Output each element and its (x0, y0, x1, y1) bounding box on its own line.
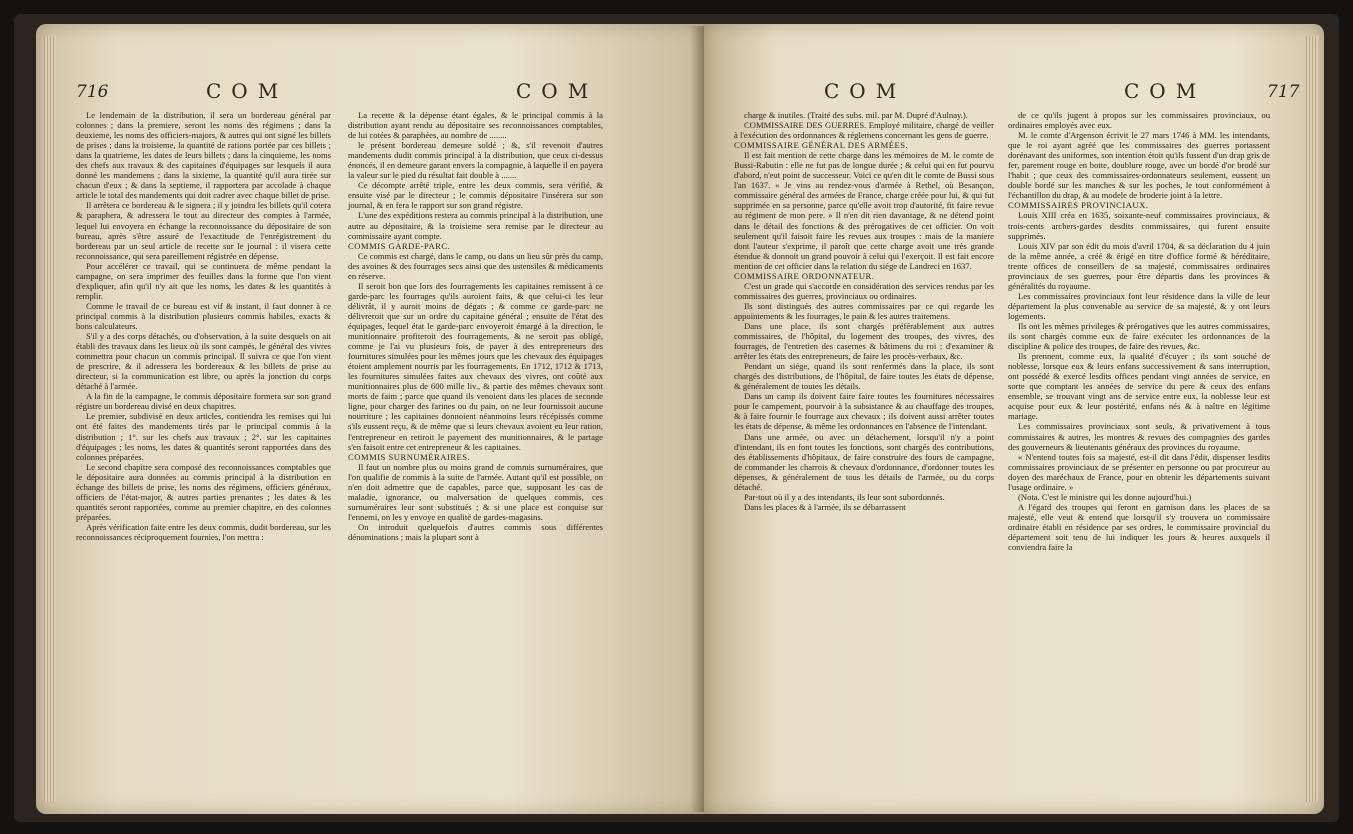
paragraph: Dans une armée, ou avec un détachement, lorsqu'il n'y a point d'intendant, ils en font toutes les fonctions, sont chargés des contributions, des établissements d'hôpitaux, de faire construire des fours de campagne, de commander les charrois & chevaux d'ordonnance, d'ordonner toutes les dépenses, & généralement de tous les détails de l'armée, ou du corps détaché. (734, 431, 994, 492)
paragraph: COMMISSAIRE GÉNÉRAL DES ARMÉES. (734, 140, 909, 151)
text-column (76, 110, 331, 542)
running-header: COM (206, 79, 289, 103)
paragraph: Le second chapitre sera composé des reconnoissances comptables que le dépositaire aura données au commis principal à la distribution en échange des billets de prise, les noms des régimens, officiers généraux, officiers de l'état-major, & autres parties prenantes ; les dates & les quantités seront rapportées, comme au premier chapitre, en des colonnes préparées. (76, 461, 331, 522)
paragraph: C'est un grade qui s'accorde en considération des services rendus par les commissaires des guerres, provinciaux ou ordinaires. (734, 280, 994, 301)
right-page (704, 24, 1324, 814)
text-column (348, 110, 603, 542)
paragraph: A l'égard des troupes qui feront en garnison dans les places de sa majesté, elle veut & entend que lorsqu'il s'y trouvera un commissaire ordinaire établi en résidence par ses ordres, le commissaire provincial du département soit tenu de lui indiquer les jours & heures auxquels il conviendra faire la (1008, 501, 1270, 553)
paragraph: S'il y a des corps détachés, ou d'observation, à la suite desquels on ait établi des travaux dans les lieux où ils sont campés, le général des vivres commettra pour chacun un commis principal. Il suivra ce que l'on vient de prescrire, & il adressera les bordereaux & les billets de prise au directeur, si la communication est libre, ou après la jonction du corps détaché à l'armée. (76, 331, 331, 392)
paragraph: Dans un camp ils doivent faire faire toutes les fournitures nécessaires pour le campement, pourvoir à la subsistance & au chauffage des troupes, & à faire fournir le fourrage aux chevaux ; ils doivent aussi arrêter toutes les états de dépense, & même les ordonnances en l'absence de l'intendant. (734, 391, 994, 432)
paragraph: COMMIS SURNUMÉRAIRES. (348, 451, 471, 462)
paragraph: Ce décompte arrêté triple, entre les deux commis, sera vérifié, & ensuite visé par le directeur ; le commis dépositaire l'insérera sur son journal, & en fera le rapport sur son grand régistre. (348, 180, 603, 211)
paragraph: COMMISSAIRE ORDONNATEUR. (734, 270, 875, 281)
paragraph: On introduit quelquefois d'autres commis sous différentes dénominations ; mais la plupart sont à (348, 521, 603, 542)
paragraph: Ils prennent, comme eux, la qualité d'écuyer ; ils sont souché de noblesse, lorsque eux & leurs enfans successivement & sans interruption, ont possédé & exercé lesdits offices pendant vingt années de service, en sorte que comptant les années de service du pere & ceux des enfans ensemble, se trouvant vingt ans de service entre eux, la noblesse leur est acquise pour eux & leur postérité, enfans nés & à naître en légitime mariage. (1008, 351, 1270, 422)
paragraph: « N'entend toutes fois sa majesté, est-il dit dans l'édit, dispenser lesdits commissaires provinciaux de se présenter en personne ou par procureur au doyen des maréchaux de France, pour en obtenir les départements suivant l'usage ordinaire. » (1008, 451, 1270, 492)
paragraph: Dans les places & à l'armée, ils se débarrassent (744, 501, 906, 512)
running-header: COM (516, 79, 599, 103)
running-header: COM (824, 79, 907, 103)
paragraph: Ils ont les mêmes privileges & prérogatives que les autres commissaires, ils sont chargés comme eux de faire exécuter les ordonnances de la discipline & police des troupes, de faire des revues, &c. (1008, 320, 1270, 352)
paragraph: (Nota. C'est le ministre qui les donne aujourd'hui.) (1018, 491, 1192, 502)
paragraph: COMMISSAIRES PROVINCIAUX. (1008, 200, 1149, 211)
paragraph: A la fin de la campagne, le commis dépositaire formera sur son grand régistre un bordereau divisé en deux chapitres. (76, 391, 331, 412)
running-header: COM (1124, 79, 1207, 103)
paragraph: L'une des expéditions restera au commis principal à la distribution, une autre au dépositaire, & la troisieme sera remise par le directeur au commissaire ayant compte. (348, 210, 603, 241)
paragraph: Louis XIII créa en 1635, soixante-neuf commissaires provinciaux, & trois-cents archers-gardes desdits commissaires, qui furent ensuite supprimés. (1008, 210, 1270, 241)
paragraph: Louis XIV par son édit du mois d'avril 1704, & sa déclaration du 4 juin de la même année, a créé & érigé en titre d'office formé & héréditaire, trente offices de conseillers de sa majesté, commissaires ordinaires provinciaux de ses guerres, pour être départis dans les provinces & généralités du royaume. (1008, 240, 1270, 291)
left-page (36, 24, 709, 814)
paragraph: Dans une place, ils sont chargés préférablement aux autres commissaires, de l'hôpital, du logement des troupes, des vivres, des fourrages, de l'entretien des casernes & bâtimens du roi ; d'examiner & arrêter les états des entrepreneurs, de faire les procès-verbaux, &c. (734, 320, 994, 362)
paragraph: Le lendemain de la distribution, il sera un bordereau général par colonnes ; dans la premiere, seront les noms des régimens ; dans la deuxieme, les noms des officiers-majors, & autres qui ont signé les billets de prises ; dans la troisieme, la quantité de rations portée par ces billets ; dans la quatrieme, les dates de leurs billets ; dans la cinquieme, les noms des chefs aux travaux & des capitaines d'équipages sur lesquels il aura donné les mandemens ; dans la sixieme, la quantité qu'il aura tirée sur chacun d'eux ; & dans la septieme, il rapportera par accolade à chaque article le total des mandements qui doit cadrer avec chaque billet de prise. (76, 110, 331, 201)
paragraph: Pendant un siége, quand ils sont renfermés dans la place, ils sont chargés des distributions, de l'hôpital, de faire toutes les états de dépense, & généralement de toutes les détails. (734, 361, 994, 392)
page-number: 717 (1267, 82, 1300, 102)
paragraph: Pour accélérer ce travail, qui se continuera de même pendant la campagne, on sera imprimer des feuilles dans la forme que l'on vient d'expliquer, afin qu'il n'y ait que les noms, les dates & les quantités à remplir. (76, 260, 331, 301)
paragraph: Il est fait mention de cette charge dans les mémoires de M. le comte de Bussi-Rabutin : elle ne fut pas de longue durée ; & celui qui en fut pourvu d'abord, n'eut point de successeur. Voici ce qu'en dit le comte de Bussi sous l'an 1637. « Je vins au rendez-vous d'armée à Rethel, où Besançon, commissaire général des armées de France, charge créée pour lui, & qui fut supprimée en sa personne, parce qu'elle avoit trop d'autorité, fit faire revue au régiment de mon pere. » Il n'en dit rien davantage, & ne détend point dans le détail des fonctions & des prérogatives de cet officier. On voit seulement qu'il faisoit faire les revues aux troupes : mais de la maniere dont l'auteur s'exprime, il paroît que cette charge avoit une très grande étendue & donnoit un grand pouvoir à celui qui l'exerçoit. Il est fait encore mention de cet officier dans la relation du siége de Landreci en 1637. (734, 150, 994, 271)
paragraph: de ce qu'ils jugent à propos sur les commissaires provinciaux, ou ordinaires employés avec eux. (1008, 110, 1270, 131)
page-edge (1306, 36, 1318, 802)
paragraph: le présent bordereau demeure soldé ; &, s'il revenoit d'autres mandements dudit commis principal à la distribution, que ceux ci-dessus énoncés, il en demeure garant envers la compagnie, à laquelle il en payera la valeur sur le pied du résultat fait double à ....... (348, 140, 603, 181)
paragraph: Il seroit bon que lors des fourragements les capitaines remissent à ce garde-parc les fourrages qu'ils auroient faits, & que celui-ci les leur délivrât, il y auroit moins de dégats ; & comme ce garde-parc ne délivreroit que sur un ordre du capitaine général ; ensuite de l'état des équipages, lequel état le garde-parc envoyeroit émargé à la direction, le munitionnaire profiteroit des fourragements, & ne seroit pas obligé, comme je l'ai vu plusieurs fois, de payer à des entrepreneurs des fournitures simulées pour les mêmes jours que les chevaux des équipages étoient amplement nourris par les fourragements. En 1712, 1712 & 1713, les fournitures simulées faites aux chevaux des vivres, ont coûté aux munitionnaires plus de 600 mille liv., & partie des mêmes chevaux sont morts de faim ; parce que quand ils venoient dans les places de seconde ligne, pour charger des farines ou du pain, on ne leur fournissoit aucune nourriture ; les capitaines donnoient néanmoins leurs récépissés comme s'ils eussent reçu, & de même que si leurs chevaux avoient eu leur ration, l'entrepreneur en retiroit le payement des munitionnaires, & le partage s'en faisoit entre cet entrepreneur & les capitaines. (348, 280, 603, 452)
paragraph: M. le comte d'Argenson écrivit le 27 mars 1746 à MM. les intendants, que le roi ayant agréé que les commissaires des guerres portassent dorénavant des uniformes, son intention étoit qu'ils fussent d'un drap gris de fer, parement rouge en botte, doublure rouge, avec un bordé d'or brodé sur l'habit ; que ceux des commissaires-ordonnateurs seulement, eussent un double bordé sur les manches & sur les poches, le tout conformément à l'échantillon du drap, & au modele de broderie joint à la lettre. (1008, 130, 1270, 201)
paragraph: Par-tout où il y a des intendants, ils leur sont subordonnés. (744, 491, 945, 502)
paragraph: Le premier, subdivisé en deux articles, contiendra les remises qui lui ont été faites des mandements tirés par le principal commis à la distribution ; 1°. sur les chefs aux travaux ; 2°. sur les capitaines d'équipages ; les noms, les dates & quantités seront rapportées dans des colonnes préparées. (76, 411, 331, 462)
paragraph: Comme le travail de ce bureau est vif & instant, il faut donner à ce principal commis à la distribution plusieurs commis habiles, exacts & bons calculateurs. (76, 300, 331, 331)
paragraph: La recette & la dépense étant égales, & le principal commis à la distribution ayant rendu au dépositaire ses reconnoissances comptables, de lui cotées & paraphées, au nombre de ........ (348, 110, 603, 141)
book-spread (14, 14, 1339, 822)
page-edge (44, 36, 56, 802)
paragraph: Ils sont distingués des autres commissaires par ce qui regarde les appointements & les fourrages, le pain & les autres traitemens. (734, 300, 994, 321)
paragraph: Les commissaires provinciaux sont seuls, & privativement à tous commissaires & autres, les montres & revues des compagnies des gardes des gouverneurs & lieutenants généraux des provinces du royaume. (1008, 421, 1270, 452)
paragraph: Ce commis est chargé, dans le camp, ou dans un lieu sûr près du camp, des avoines & des fourrages secs ainsi que des ustensiles & médicaments en réserve. (348, 250, 603, 281)
paragraph: COMMISSAIRE DES GUERRES. Employé militaire, chargé de veiller à l'exécution des ordonnances & réglemens concernant les gens de guerre. (734, 120, 994, 141)
paragraph: Après vérification faite entre les deux commis, dudit bordereau, sur les reconnoissances réciproquement fournies, l'on mettra : (76, 521, 331, 542)
page-number: 716 (76, 82, 109, 102)
paragraph: Il arrêtera ce bordereau & le signera ; il y joindra les billets qu'il cotera & paraphera, & adressera le tout au directeur des comptes à l'armée, lequel lui envoyera en échange la reconnoissance du dépositaire de son bureau, après s'être assuré de l'exactitude de l'enrégistrement du bordereau par un seul article de recette sur le journal : il visera cette reconnoissance, qui sera pareillement régistrée en dépense. (76, 200, 331, 261)
paragraph: Il faut un nombre plus ou moins grand de commis surnuméraires, que l'on qualifie de commis à la suite de l'armée. Autant qu'il est possible, on n'en doit admettre que de capables, parce que, supposant les cas de maladie, ignorance, ou malversation de quelques commis, ces surnuméraires leur sont substitués ; & si une place est conquise sur l'ennemi, on les y envoye en qualité de gardes-magasins. (348, 461, 603, 522)
paragraph: COMMIS GARDE-PARC. (348, 240, 451, 251)
paragraph: charge & inutiles. (Traité des subs. mil. par M. Dupré d'Aulnay.). (744, 110, 968, 120)
text-column (1008, 110, 1270, 552)
paragraph: Les commissaires provinciaux font leur résidence dans la ville de leur département la plus convenable au service de sa majesté, & y ont leurs logements. (1008, 290, 1270, 321)
text-column (734, 110, 994, 512)
